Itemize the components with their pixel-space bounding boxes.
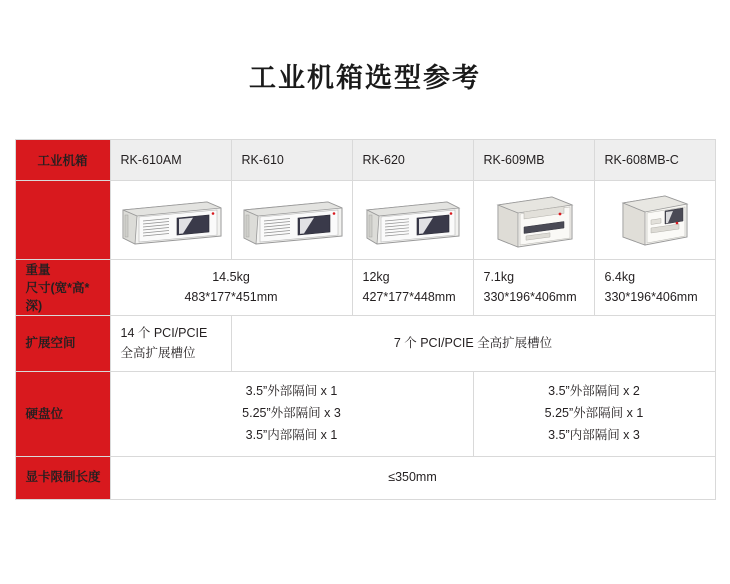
wallmount-chassis-icon: [613, 187, 697, 251]
cell-weight-size-2: [352, 260, 473, 316]
bay-line-2: 5.25”外部隔间 x 3: [242, 405, 341, 420]
header-model-3: RK-620: [352, 140, 473, 181]
bay-line-2: 5.25”外部隔间 x 1: [544, 405, 644, 420]
size-value: 483*177*451mm: [184, 289, 278, 304]
row-label-weight-size: [15, 260, 110, 316]
cell-drive-bays-1: [110, 371, 473, 456]
table-image-row: [15, 181, 715, 260]
header-label-cell: 工业机箱: [15, 140, 110, 181]
cell-expansion-2: [231, 316, 715, 372]
spec-table: [15, 139, 716, 499]
product-image-rk-608mb-c: [594, 181, 715, 260]
header-model-2: RK-610: [231, 140, 352, 181]
row-label-line1: 重量: [25, 262, 51, 277]
row-label-expansion: 扩展空间: [15, 316, 110, 372]
bay-line-3: 3.5”内部隔间 x 3: [548, 427, 640, 442]
weight-value: 7.1kg: [483, 270, 515, 285]
product-image-rk-620: [352, 181, 473, 260]
size-value: 330*196*406mm: [483, 289, 577, 304]
product-image-rk-610am: [110, 181, 231, 260]
table-row-drive-bays: [15, 371, 715, 456]
product-image-rk-609mb: [473, 181, 594, 260]
page-title: 工业机箱选型参考: [249, 63, 481, 93]
bay-line-1: 3.5”外部隔间 x 2: [548, 383, 640, 398]
product-image-rk-610: [231, 181, 352, 260]
row-label-line3: 深): [25, 298, 43, 313]
bay-line-1: 3.5”外部隔间 x 1: [245, 383, 338, 398]
cell-gpu-length: ≤350mm: [110, 456, 715, 499]
row-label-gpu-length: 显卡限制长度: [15, 456, 110, 499]
expansion-line2: 全高扩展槽位: [120, 345, 196, 360]
header-model-5: RK-608MB-C: [594, 140, 715, 181]
table-row-expansion: [15, 316, 715, 372]
weight-value: 6.4kg: [604, 270, 636, 285]
size-value: 427*177*448mm: [362, 289, 456, 304]
expansion-line1: 14 个 PCI/PCIE: [120, 326, 208, 341]
header-model-4: RK-609MB: [473, 140, 594, 181]
cell-weight-size-3: [473, 260, 594, 316]
weight-value: 12kg: [362, 270, 390, 285]
rackmount-chassis-icon: [117, 188, 225, 250]
rackmount-chassis-icon: [361, 188, 465, 250]
size-value: 330*196*406mm: [604, 289, 698, 304]
cell-weight-size-1: [110, 260, 352, 316]
row-label-line2: 尺寸(宽*高*: [25, 280, 90, 295]
header-model-1: RK-610AM: [110, 140, 231, 181]
expansion-line1: 7 个 PCI/PCIE 全高扩展槽位: [393, 335, 553, 350]
cell-expansion-1: [110, 316, 231, 372]
rackmount-chassis-icon: [238, 188, 346, 250]
weight-value: 14.5kg: [212, 270, 250, 285]
image-row-label: [15, 181, 110, 260]
bay-line-3: 3.5”内部隔间 x 1: [245, 427, 338, 442]
cell-weight-size-4: [594, 260, 715, 316]
table-row-gpu-length: [15, 456, 715, 499]
cell-drive-bays-2: [473, 371, 715, 456]
table-row-weight-size: [15, 260, 715, 316]
wallmount-chassis-icon: [488, 187, 580, 251]
table-header-row: [15, 140, 715, 181]
row-label-drive-bays: 硬盘位: [15, 371, 110, 456]
